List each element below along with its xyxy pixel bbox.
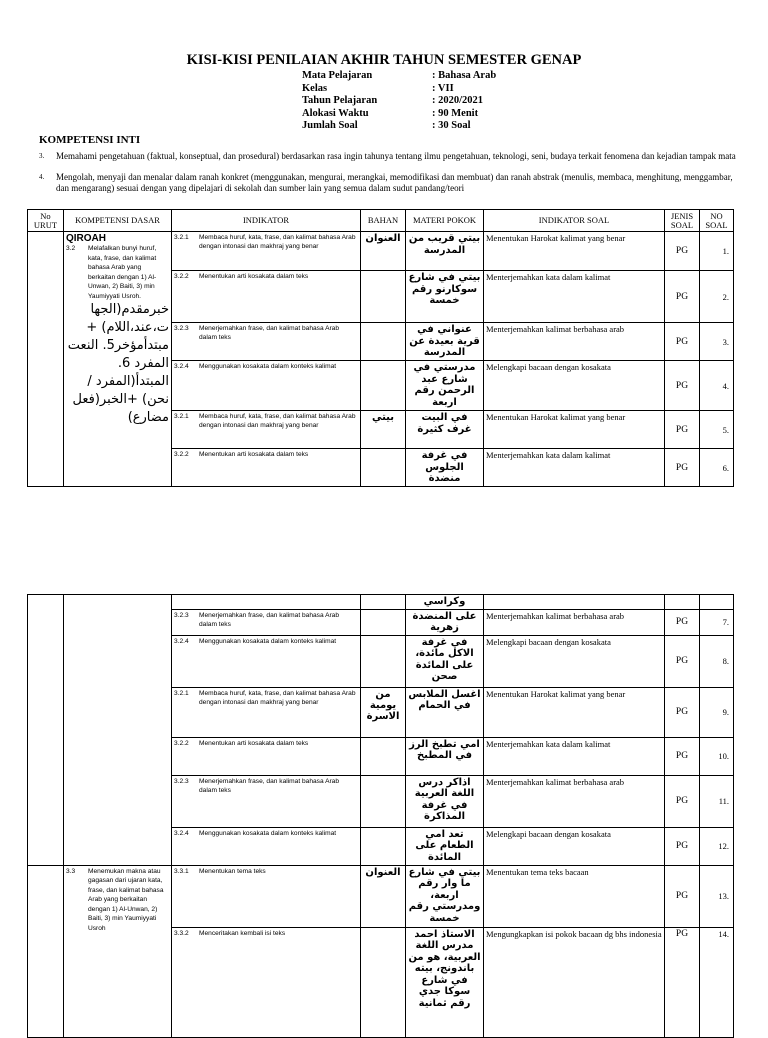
kd-code: 3.3	[66, 867, 76, 875]
materi-pokok-cell: على المنضدة زهرية	[406, 609, 484, 635]
indikator-soal-cell: Menentukan Harokat kalimat yang benar	[484, 232, 665, 271]
table-row	[28, 865, 734, 927]
meta-label: Mata Pelajaran	[302, 70, 373, 81]
meta-label: Jumlah Soal	[302, 120, 358, 131]
no-soal-cell: 8.	[700, 635, 734, 687]
kd-description	[66, 244, 169, 301]
indikator-soal-cell: Menterjemahkan kata dalam kalimat	[484, 271, 665, 323]
indikator-text: 3.2.3 Menerjemahkan frase, dan kalimat bahasa Arab dalam teks	[174, 777, 340, 794]
materi-pokok-cell: في غرفة الجلوس منضدة	[406, 449, 484, 487]
indikator-text: 3.2.4 Menggunakan kosakata dalam konteks kalimat	[174, 637, 337, 645]
meta-value: : Bahasa Arab	[432, 70, 497, 81]
ki-number: 4.	[39, 173, 45, 181]
kd-arabic-text: خبرمقدم(الجها ت،عند،اللام) + مبتدأمؤخر5. النعت المفرد 6. المبتدأ(المفرد /نحن) +الخبر(فعل مضارع)	[67, 302, 169, 425]
materi-pokok-cell: بيتي في شارع سوكارنو رقم خمسة	[406, 271, 484, 323]
no-soal-cell	[700, 595, 734, 610]
no-soal-cell: 4.	[700, 361, 734, 411]
jenis-soal-cell: PG	[665, 687, 700, 737]
header-indikator: INDIKATOR	[172, 210, 361, 232]
no-soal-cell: 14.	[700, 927, 734, 1037]
no-soal-cell: 7.	[700, 609, 734, 635]
header-kompetensi-dasar: KOMPETENSI DASAR	[64, 210, 172, 232]
no-soal-cell: 13.	[700, 865, 734, 927]
bahan-cell: بيتي	[361, 411, 406, 449]
kompetensi-dasar-cell	[64, 232, 172, 487]
no-soal-cell: 2.	[700, 271, 734, 323]
indikator-soal-cell: Menentukan Harokat kalimat yang benar	[484, 687, 665, 737]
materi-pokok-cell: اغسل الملابس في الحمام	[406, 687, 484, 737]
materi-pokok-cell: وكراسي	[406, 595, 484, 610]
jenis-soal-cell: PG	[665, 927, 700, 1037]
no-urut-cell	[28, 595, 64, 866]
indikator-text: 3.2.1 Membaca huruf, kata, frase, dan kalimat bahasa Arab dengan intonasi dan makhraj yang benar	[174, 234, 356, 250]
bahan-cell: العنوان	[361, 232, 406, 271]
bahan-cell	[361, 323, 406, 361]
indikator-soal-cell	[484, 595, 665, 610]
ki-text: Mengolah, menyaji dan menalar dalam ranah konkret (menggunakan, mengurai, merangkai, memodifikasi dan membuat) dan ranah abstrak (menulis, membaca, menghitung, menggambar, dan mengarang) sesuai dengan yang dipelajari di sekolah dan sumber lain yang semua dalam sudut pandang/teori	[56, 172, 733, 193]
indikator-soal-cell: Melengkapi bacaan dengan kosakata	[484, 827, 665, 865]
indikator-soal-cell: Menentukan tema teks bacaan	[484, 865, 665, 927]
header-no-soal: NO SOAL	[700, 210, 734, 232]
indikator-text: 3.2.4 Menggunakan kosakata dalam konteks kalimat	[174, 829, 337, 837]
jenis-soal-cell	[665, 595, 700, 610]
no-soal-cell: 9.	[700, 687, 734, 737]
meta-value: : 30 Soal	[432, 120, 471, 131]
meta-block	[302, 70, 562, 133]
meta-row	[302, 95, 562, 108]
indikator-cell	[172, 595, 361, 610]
jenis-soal-cell: PG	[665, 827, 700, 865]
bahan-cell	[361, 361, 406, 411]
header-no-urut: No URUT	[28, 210, 64, 232]
materi-pokok-cell: تعد امي الطعام على المائدة	[406, 827, 484, 865]
jenis-soal-cell: PG	[665, 271, 700, 323]
kd-text: Menemukan makna atau gagasan dari ujaran kata, frase, dan kalimat bahasa Arab yang berkaitan dengan 1) Al-Unwan, 2) Baiti, 3) min Yaumiyyati Usroh	[88, 867, 164, 932]
indikator-soal-cell: Menterjemahkan kalimat berbahasa arab	[484, 609, 665, 635]
bahan-cell	[361, 449, 406, 487]
jenis-soal-cell: PG	[665, 449, 700, 487]
no-urut-cell	[28, 865, 64, 1037]
bahan-cell	[361, 927, 406, 1037]
meta-value: : VII	[432, 82, 454, 94]
meta-row	[302, 83, 562, 96]
table-header-row	[28, 210, 734, 232]
indikator-text: 3.2.4 Menggunakan kosakata dalam konteks kalimat	[174, 363, 337, 370]
header-indikator-soal: INDIKATOR SOAL	[484, 210, 665, 232]
bahan-cell	[361, 271, 406, 323]
indikator-text: 3.2.2 Menentukan arti kosakata dalam teks	[174, 451, 309, 458]
bahan-cell: من يومية الاسرة	[361, 687, 406, 737]
no-soal-cell: 11.	[700, 775, 734, 827]
ki-text: Memahami pengetahuan (faktual, konseptual, dan prosedural) berdasarkan rasa ingin tahunya tentang ilmu pengetahuan, teknologi, seni, budaya terkait fenomena dan kejadian tampak mata	[56, 151, 736, 161]
indikator-soal-cell: Menentukan Harokat kalimat yang benar	[484, 411, 665, 449]
spec-table-page-1	[27, 209, 734, 487]
indikator-soal-cell: Menterjemahkan kalimat berbahasa arab	[484, 775, 665, 827]
bahan-cell	[361, 595, 406, 610]
meta-label: Alokasi Waktu	[302, 107, 369, 119]
ki-number: 3.	[39, 152, 45, 160]
jenis-soal-cell: PG	[665, 361, 700, 411]
kd-section-title: QIROAH	[66, 233, 106, 244]
no-soal-cell: 10.	[700, 737, 734, 775]
materi-pokok-cell: في البيت غرف كثيرة	[406, 411, 484, 449]
kompetensi-inti-item	[39, 172, 739, 194]
bahan-cell: العنوان	[361, 865, 406, 927]
header-bahan: BAHAN	[361, 210, 406, 232]
jenis-soal-cell: PG	[665, 323, 700, 361]
meta-value: : 2020/2021	[432, 95, 484, 106]
indikator-text: 3.2.2 Menentukan arti kosakata dalam teks	[174, 273, 309, 280]
indikator-text: 3.2.2 Menentukan arti kosakata dalam teks	[174, 739, 309, 747]
bahan-cell	[361, 737, 406, 775]
header-materi-pokok: MATERI POKOK	[406, 210, 484, 232]
indikator-soal-cell: Melengkapi bacaan dengan kosakata	[484, 361, 665, 411]
no-soal-cell: 6.	[700, 449, 734, 487]
indikator-text: 3.3.2 Menceritakan kembali isi teks	[174, 929, 286, 937]
bahan-cell	[361, 827, 406, 865]
meta-row	[302, 108, 562, 121]
indikator-text: 3.2.3 Menerjemahkan frase, dan kalimat bahasa Arab dalam teks	[174, 325, 340, 341]
materi-pokok-cell: بيتي قريب من المدرسة	[406, 232, 484, 271]
no-soal-cell: 1.	[700, 232, 734, 271]
kompetensi-inti-heading: KOMPETENSI INTI	[39, 134, 141, 146]
indikator-text: 3.2.3 Menerjemahkan frase, dan kalimat bahasa Arab dalam teks	[174, 611, 340, 628]
meta-label: Tahun Pelajaran	[302, 95, 378, 106]
materi-pokok-cell: اذاكر درس اللغة العربية في غرفة المذاكرة	[406, 775, 484, 827]
indikator-soal-cell: Menterjemahkan kata dalam kalimat	[484, 449, 665, 487]
no-soal-cell: 12.	[700, 827, 734, 865]
jenis-soal-cell: PG	[665, 737, 700, 775]
document-title: KISI-KISI PENILAIAN AKHIR TAHUN SEMESTER GENAP	[186, 52, 582, 68]
materi-pokok-cell: امي تطبخ الرز في المطبخ	[406, 737, 484, 775]
table-row	[28, 595, 734, 610]
indikator-soal-cell: Menterjemahkan kalimat berbahasa arab	[484, 323, 665, 361]
meta-value: : 90 Menit	[432, 107, 479, 119]
materi-pokok-cell: في غرفة الاكل مائدة، على المائدة صحن	[406, 635, 484, 687]
indikator-text: 3.3.1 Menentukan tema teks	[174, 867, 266, 875]
indikator-text: 3.2.1 Membaca huruf, kata, frase, dan kalimat bahasa Arab dengan intonasi dan makhraj yang benar	[174, 689, 356, 706]
bahan-cell	[361, 635, 406, 687]
jenis-soal-cell: PG	[665, 865, 700, 927]
kd-description	[66, 867, 169, 934]
kompetensi-dasar-cell	[64, 595, 172, 866]
kompetensi-dasar-cell	[64, 865, 172, 1037]
indikator-soal-cell: Menterjemahkan kata dalam kalimat	[484, 737, 665, 775]
meta-row	[302, 70, 562, 83]
jenis-soal-cell: PG	[665, 609, 700, 635]
jenis-soal-cell: PG	[665, 232, 700, 271]
bahan-cell	[361, 775, 406, 827]
indikator-soal-cell: Mengungkapkan isi pokok bacaan dg bhs indonesia	[484, 927, 665, 1037]
meta-row	[302, 120, 562, 133]
jenis-soal-cell: PG	[665, 635, 700, 687]
bahan-cell	[361, 609, 406, 635]
kd-code: 3.2	[66, 245, 76, 252]
materi-pokok-cell: بيتي في شارع ما وار رقم اربعة، ومدرستي رقم خمسة	[406, 865, 484, 927]
no-soal-cell: 3.	[700, 323, 734, 361]
no-soal-cell: 5.	[700, 411, 734, 449]
kompetensi-inti-item	[39, 151, 739, 162]
materi-pokok-cell: الاستاذ احمد مدرس اللغة العربية، هو من باندونج، بيته في شارع سوكا جدي رقم ثمانية	[406, 927, 484, 1037]
materi-pokok-cell: عنواني في قرية بعيدة عن المدرسة	[406, 323, 484, 361]
table-row	[28, 232, 734, 271]
kd-text: Melafalkan bunyi huruf, kata, frase, dan kalimat bahasa Arab yang berkaitan dengan 1) Al-Unwan, 2) Baiti, 3) min Yaumiyyati Usroh.	[88, 245, 157, 300]
jenis-soal-cell: PG	[665, 775, 700, 827]
materi-pokok-cell: مدرستي في شارع عبد الرحمن رقم اربعة	[406, 361, 484, 411]
header-jenis-soal: JENIS SOAL	[665, 210, 700, 232]
indikator-text: 3.2.1 Membaca huruf, kata, frase, dan kalimat bahasa Arab dengan intonasi dan makhraj yang benar	[174, 413, 356, 429]
meta-label: Kelas	[302, 82, 328, 94]
no-urut-cell	[28, 232, 64, 487]
jenis-soal-cell: PG	[665, 411, 700, 449]
spec-table-page-2	[27, 594, 734, 1038]
indikator-soal-cell: Melengkapi bacaan dengan kosakata	[484, 635, 665, 687]
